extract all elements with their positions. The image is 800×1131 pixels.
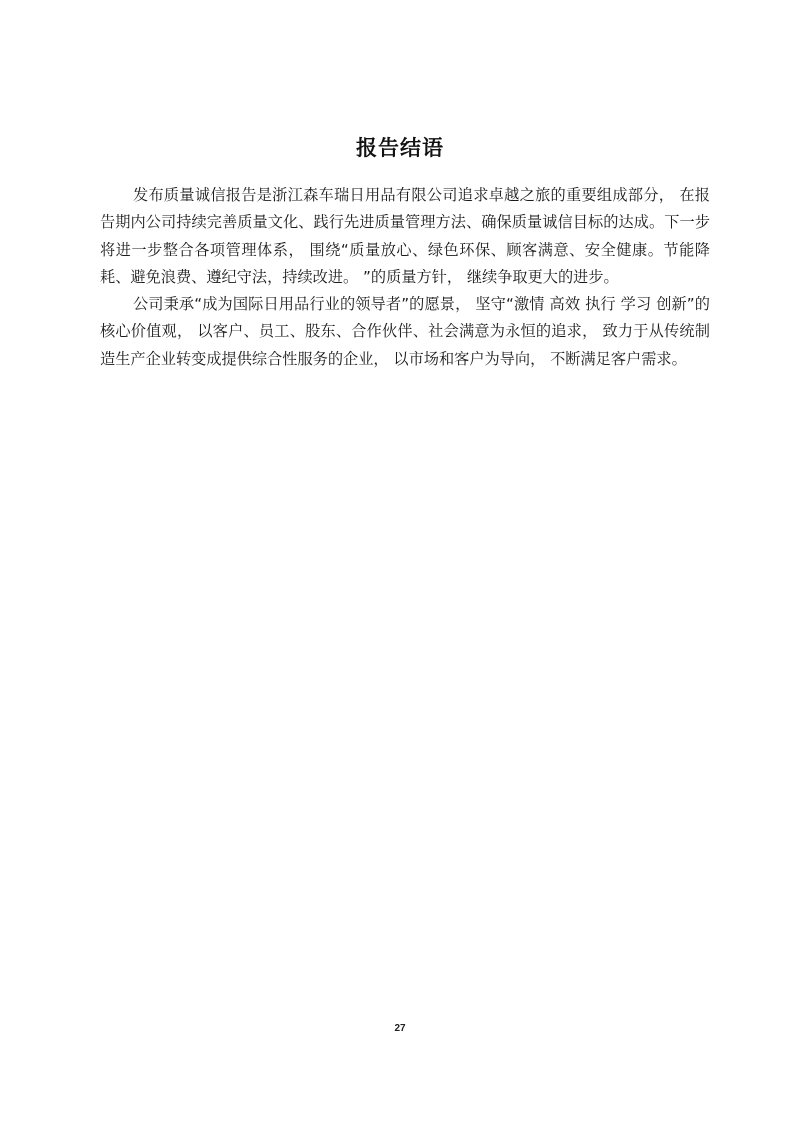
paragraph-quality-report: 发布质量诚信报告是浙江森车瑞日用品有限公司追求卓越之旅的重要组成部分， 在报告期内公司持续完善质量文化、践行先进质量管理方法、确保质量诚信目标的达成。下一步将进一步整合各项管理体系， 围绕“质量放心、绿色环保、顾客满意、安全健康。节能降耗、避免浪费、遵纪守法，持续改进。 ”的质量方针， 继续争取更大的进步。	[100, 186, 710, 286]
paragraph-company-vision: 公司秉承“成为国际日用品行业的领导者”的愿景， 坚守“激情 高效 执行 学习 创新”的核心价值观， 以客户、员工、股东、合作伙伴、社会满意为永恒的追求， 致力于从传统制造生产企业转变成提供综合性服务的企业， 以市场和客户为导向， 不断满足客户需求。	[100, 295, 710, 368]
page-number: 27	[394, 1023, 406, 1034]
page-title: 报告结语	[356, 136, 444, 161]
body-text	[100, 182, 710, 373]
